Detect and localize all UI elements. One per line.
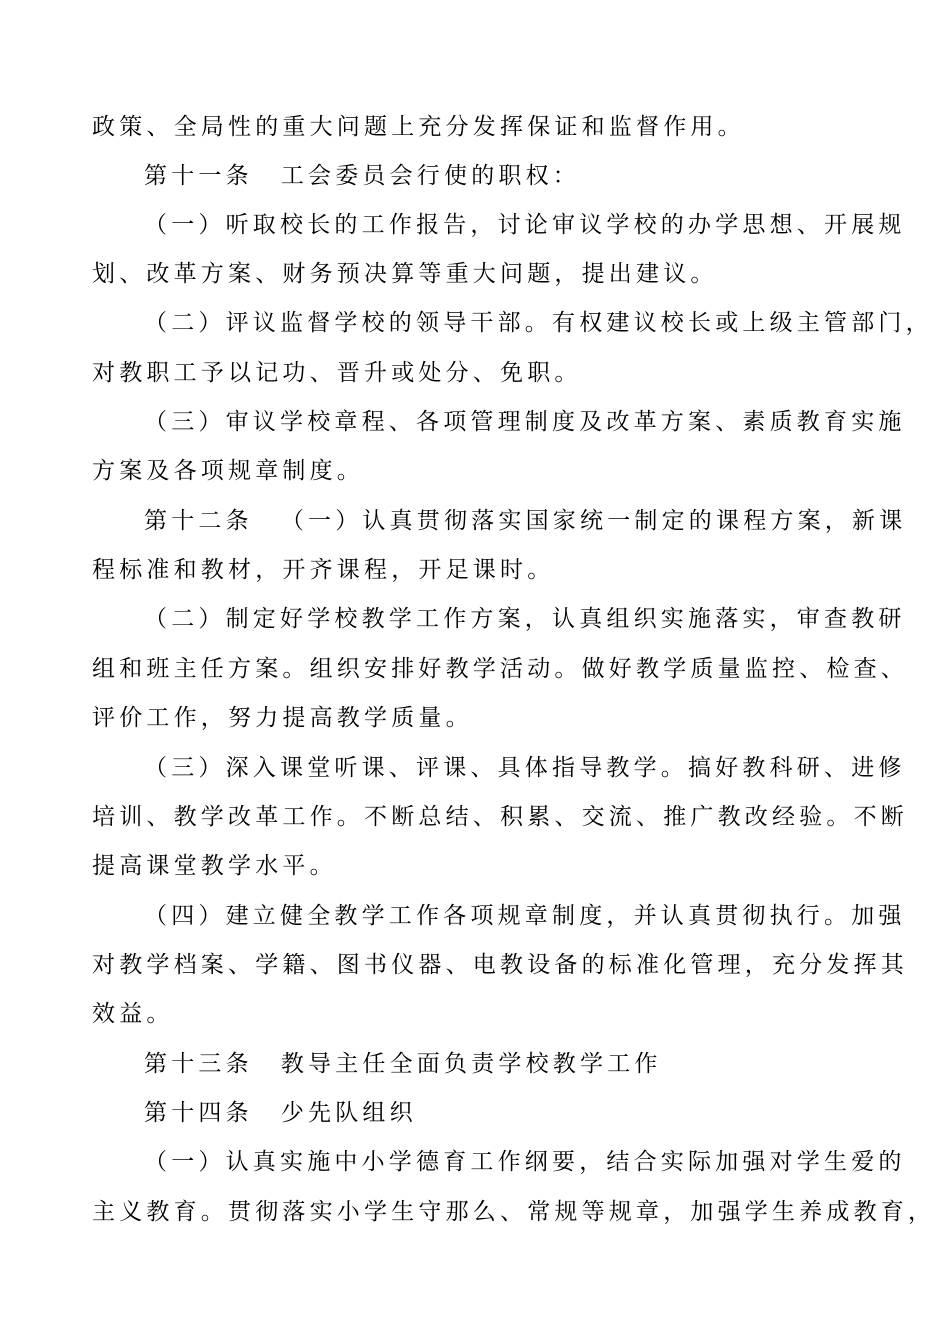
article-heading <box>144 506 924 536</box>
article-number: 第十四条 <box>144 1100 253 1126</box>
text-line: 评价工作，努力提高教学质量。 <box>92 705 473 731</box>
article-heading <box>144 1098 924 1128</box>
text-line: （三）审议学校章程、各项管理制度及改革方案、素质教育实施 <box>144 409 906 435</box>
article-number: 第十三条 <box>144 1051 253 1077</box>
text-line: （二）制定好学校教学工作方案，认真组织实施落实，审查教研 <box>144 606 906 632</box>
text-line: （二）评议监督学校的领导干部。有权建议校长或上级主管部门， <box>144 310 933 336</box>
article-title: 少先队组织 <box>280 1100 417 1126</box>
text-line: 对教职工予以记功、晋升或处分、免职。 <box>92 360 582 386</box>
article-number: 第十二条 <box>144 508 253 534</box>
article-number: 第十一条 <box>144 163 253 189</box>
article-title: 教导主任全面负责学校教学工作 <box>280 1051 662 1077</box>
text-line: （一）认真实施中小学德育工作纲要，结合实际加强对学生爱的 <box>144 1149 906 1175</box>
text-line: 效益。 <box>92 1001 174 1027</box>
text-line: 主义教育。贯彻落实小学生守那么、常规等规章，加强学生养成教育， <box>92 1199 936 1225</box>
text-line: 政策、全局性的重大问题上充分发挥保证和监督作用。 <box>92 114 745 140</box>
text-line: 对教学档案、学籍、图书仪器、电教设备的标准化管理，充分发挥其 <box>92 952 908 978</box>
text-line: 组和班主任方案。组织安排好教学活动。做好教学质量监控、检查、 <box>92 656 908 682</box>
text-line: 培训、教学改革工作。不断总结、积累、交流、推广教改经验。不断 <box>92 804 908 830</box>
article-heading <box>144 1049 924 1079</box>
text-line: （四）建立健全教学工作各项规章制度，并认真贯彻执行。加强 <box>144 903 906 929</box>
text-line: 划、改革方案、财务预决算等重大问题，提出建议。 <box>92 261 718 287</box>
article-title: 工会委员会行使的职权： <box>280 163 581 189</box>
article-text: （一）认真贯彻落实国家统一制定的课程方案，新课 <box>280 508 907 534</box>
text-line: 方案及各项规章制度。 <box>92 458 364 484</box>
text-line: （一）听取校长的工作报告，讨论审议学校的办学思想、开展规 <box>144 212 906 238</box>
text-line: 提高课堂教学水平。 <box>92 853 337 879</box>
text-line: 程标准和教材，开齐课程，开足课时。 <box>92 557 555 583</box>
text-line: （三）深入课堂听课、评课、具体指导教学。搞好教科研、进修 <box>144 755 906 781</box>
article-heading <box>144 161 924 191</box>
